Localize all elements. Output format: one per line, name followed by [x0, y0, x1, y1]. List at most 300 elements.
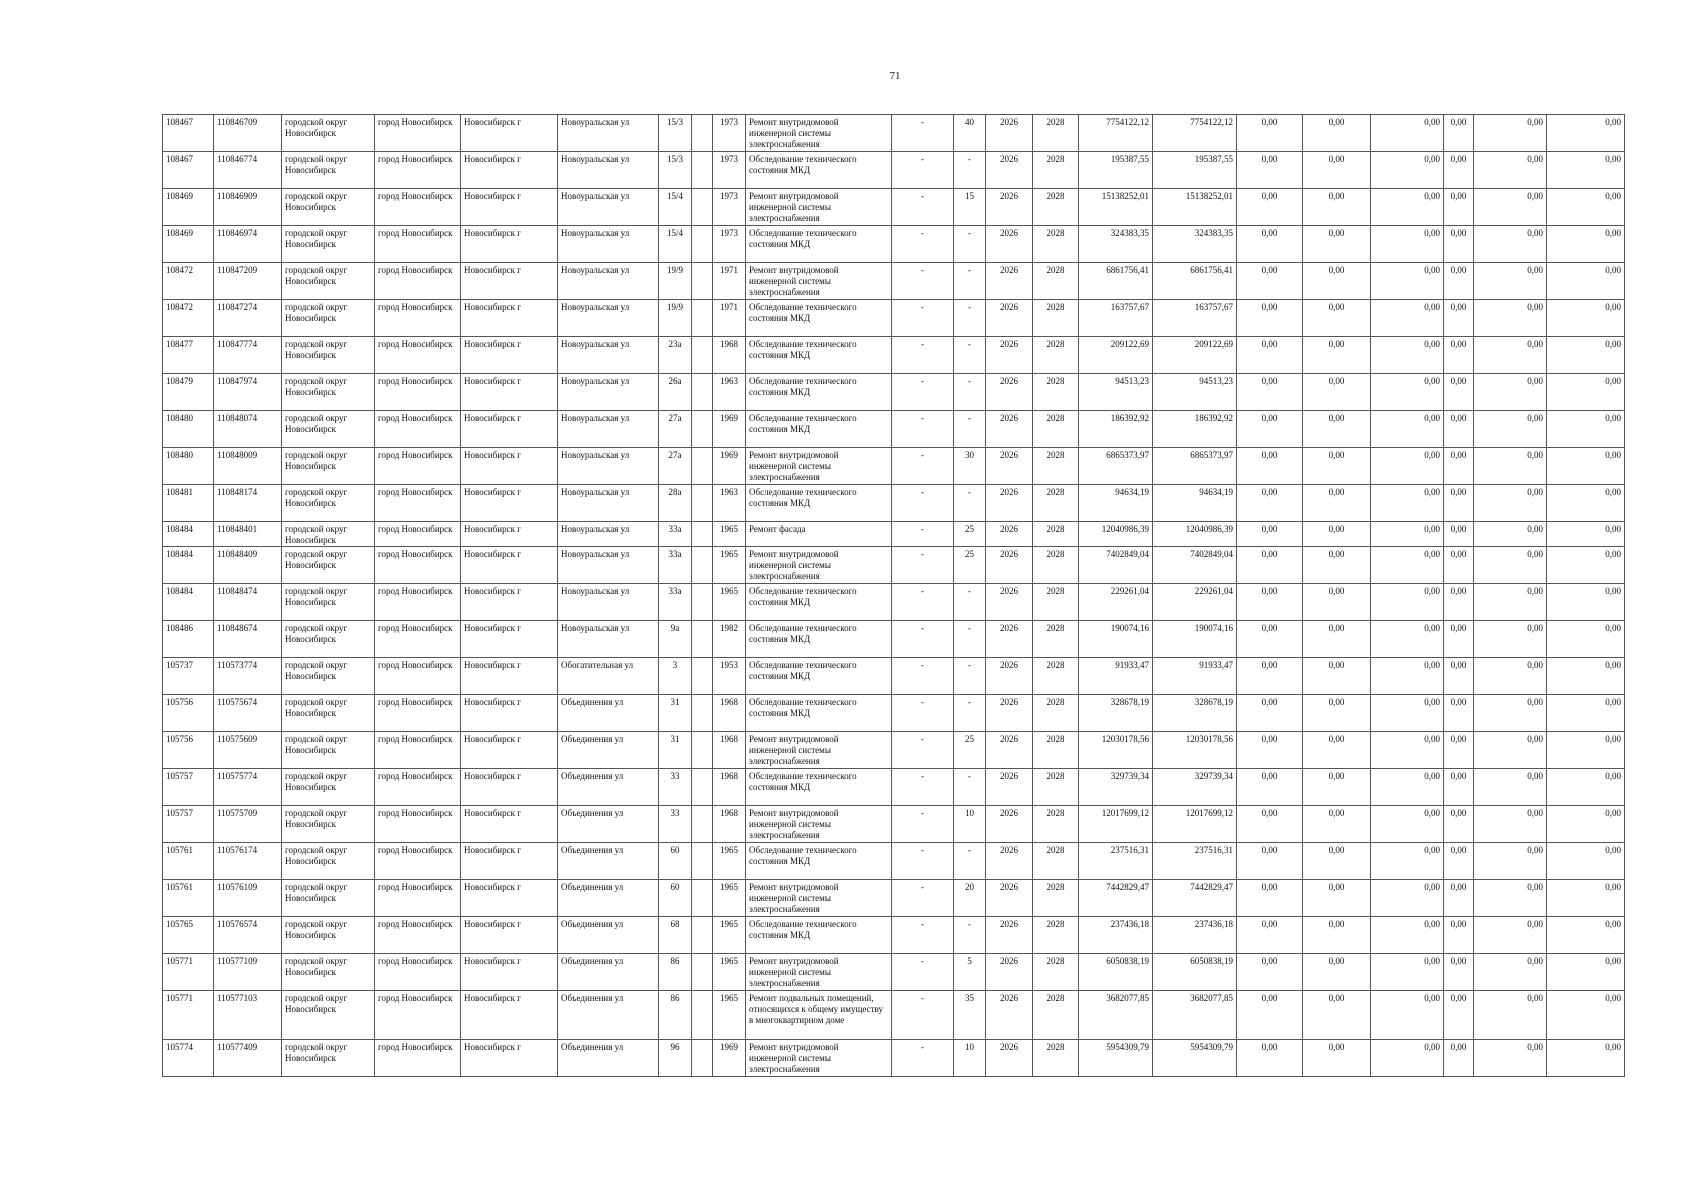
table-cell: Новосибирск г [461, 880, 558, 917]
table-cell: - [892, 732, 954, 769]
table-cell: 0,00 [1371, 769, 1444, 806]
table-cell: 0,00 [1303, 621, 1371, 658]
table-cell: 0,00 [1547, 1040, 1625, 1077]
table-cell: 10 [954, 806, 986, 843]
table-row [163, 806, 1625, 843]
table-row [163, 337, 1625, 374]
table-cell: 2028 [1033, 115, 1079, 152]
table-cell: 0,00 [1303, 843, 1371, 880]
table-cell: город Новосибирск [375, 954, 461, 991]
table-cell: 35 [954, 991, 986, 1040]
table-cell: 110846709 [214, 115, 282, 152]
table-cell: 1963 [713, 374, 746, 411]
table-cell: 25 [954, 547, 986, 584]
table-cell: 0,00 [1371, 1040, 1444, 1077]
table-row [163, 485, 1625, 522]
table-cell: 0,00 [1444, 263, 1474, 300]
table-cell: 110847774 [214, 337, 282, 374]
table-cell: Обследование технического состояния МКД [746, 485, 892, 522]
table-cell: 2026 [986, 769, 1033, 806]
table-cell: 2028 [1033, 189, 1079, 226]
table-cell: 2028 [1033, 658, 1079, 695]
table-cell: 0,00 [1303, 1040, 1371, 1077]
table-cell: 0,00 [1303, 300, 1371, 337]
table-row [163, 411, 1625, 448]
table-cell: Ремонт внутридомовой инженерной системы электроснабжения [746, 189, 892, 226]
table-cell: Новоуральская ул [558, 522, 659, 547]
table-cell: 0,00 [1547, 115, 1625, 152]
table-cell: 1965 [713, 522, 746, 547]
table-cell: город Новосибирск [375, 411, 461, 448]
table-cell: 33а [659, 584, 692, 621]
table-cell: 0,00 [1444, 522, 1474, 547]
table-cell: 0,00 [1371, 300, 1444, 337]
table-cell: 110848074 [214, 411, 282, 448]
table-cell: 0,00 [1237, 991, 1303, 1040]
table-cell: 0,00 [1474, 1040, 1547, 1077]
table-cell: 1982 [713, 621, 746, 658]
table-cell: - [892, 621, 954, 658]
table-cell: - [954, 695, 986, 732]
table-cell: - [892, 954, 954, 991]
table-cell: 0,00 [1303, 448, 1371, 485]
table-cell: - [892, 695, 954, 732]
table-cell: 0,00 [1303, 695, 1371, 732]
table-cell: 2028 [1033, 769, 1079, 806]
table-cell: 20 [954, 880, 986, 917]
table-cell: 2026 [986, 448, 1033, 485]
table-cell: 2026 [986, 732, 1033, 769]
table-cell: 2028 [1033, 263, 1079, 300]
table-cell: 7402849,04 [1079, 547, 1153, 584]
table-cell: 94634,19 [1079, 485, 1153, 522]
table-cell: - [954, 411, 986, 448]
table-cell: 195387,55 [1079, 152, 1153, 189]
table-row [163, 658, 1625, 695]
table-cell: 1973 [713, 152, 746, 189]
table-cell: Объединения ул [558, 954, 659, 991]
table-cell: 0,00 [1371, 695, 1444, 732]
table-cell: городской округ Новосибирск [282, 695, 375, 732]
table-cell: 2026 [986, 991, 1033, 1040]
table-cell: Новосибирск г [461, 584, 558, 621]
table-cell: 2028 [1033, 695, 1079, 732]
table-cell [692, 374, 713, 411]
table-cell: 0,00 [1474, 917, 1547, 954]
table-cell: 108472 [163, 300, 214, 337]
table-cell: 0,00 [1444, 448, 1474, 485]
table-cell: - [892, 411, 954, 448]
table-cell: 237516,31 [1079, 843, 1153, 880]
table-cell: Обследование технического состояния МКД [746, 769, 892, 806]
table-cell: Обследование технического состояния МКД [746, 374, 892, 411]
table-cell: - [892, 374, 954, 411]
table-cell: 1973 [713, 115, 746, 152]
table-cell: 15/4 [659, 189, 692, 226]
table-cell: 23а [659, 337, 692, 374]
table-cell: 110848174 [214, 485, 282, 522]
table-cell: 2028 [1033, 954, 1079, 991]
table-cell: - [954, 584, 986, 621]
table-cell [692, 189, 713, 226]
table-cell: 0,00 [1547, 917, 1625, 954]
table-cell: 105771 [163, 954, 214, 991]
table-cell: 108484 [163, 547, 214, 584]
table-cell: 7442829,47 [1153, 880, 1237, 917]
table-cell: Ремонт внутридомовой инженерной системы электроснабжения [746, 263, 892, 300]
table-cell: - [892, 769, 954, 806]
table-cell: 0,00 [1444, 226, 1474, 263]
table-cell: 0,00 [1547, 843, 1625, 880]
table-cell: Новосибирск г [461, 547, 558, 584]
table-cell: 0,00 [1303, 189, 1371, 226]
table-cell: 110848401 [214, 522, 282, 547]
table-cell: 0,00 [1303, 263, 1371, 300]
table-cell: Новосибирск г [461, 300, 558, 337]
table-cell: 0,00 [1547, 991, 1625, 1040]
table-cell: Новоуральская ул [558, 263, 659, 300]
table-cell: городской округ Новосибирск [282, 547, 375, 584]
table-cell: 105737 [163, 658, 214, 695]
table-cell: городской округ Новосибирск [282, 584, 375, 621]
table-cell: 2028 [1033, 448, 1079, 485]
table-cell: 2028 [1033, 374, 1079, 411]
table-cell: 9а [659, 621, 692, 658]
table-row [163, 115, 1625, 152]
table-cell: городской округ Новосибирск [282, 374, 375, 411]
table-cell: город Новосибирск [375, 522, 461, 547]
table-cell: Ремонт внутридомовой инженерной системы электроснабжения [746, 1040, 892, 1077]
table-cell: 0,00 [1547, 584, 1625, 621]
table-cell: городской округ Новосибирск [282, 769, 375, 806]
table-cell: - [892, 448, 954, 485]
table-cell: 7402849,04 [1153, 547, 1237, 584]
table-cell: 1965 [713, 917, 746, 954]
table-cell: Обследование технического состояния МКД [746, 152, 892, 189]
table-cell: 110848474 [214, 584, 282, 621]
table-cell: Ремонт подвальных помещений, относящихся к общему имуществу в многоквартирном доме [746, 991, 892, 1040]
table-cell: Новосибирск г [461, 522, 558, 547]
table-cell: Новоуральская ул [558, 374, 659, 411]
table-cell [692, 917, 713, 954]
table-cell: - [954, 658, 986, 695]
table-cell: 195387,55 [1153, 152, 1237, 189]
table-cell: 324383,35 [1153, 226, 1237, 263]
table-cell: 0,00 [1547, 547, 1625, 584]
table-cell: город Новосибирск [375, 337, 461, 374]
table-cell: 110848674 [214, 621, 282, 658]
table-row [163, 1040, 1625, 1077]
table-cell: 108479 [163, 374, 214, 411]
table-cell: 105761 [163, 880, 214, 917]
table-cell: Новосибирск г [461, 695, 558, 732]
table-cell: 328678,19 [1079, 695, 1153, 732]
table-cell: 0,00 [1474, 843, 1547, 880]
table-cell: 0,00 [1303, 547, 1371, 584]
table-cell: 0,00 [1547, 880, 1625, 917]
table-cell: 108480 [163, 411, 214, 448]
table-cell: Объединения ул [558, 991, 659, 1040]
table-cell: Ремонт внутридомовой инженерной системы электроснабжения [746, 806, 892, 843]
table-cell: 105756 [163, 695, 214, 732]
table-cell: 105757 [163, 806, 214, 843]
table-cell: 0,00 [1474, 769, 1547, 806]
table-cell: 105771 [163, 991, 214, 1040]
table-cell: 110576109 [214, 880, 282, 917]
table-cell: городской округ Новосибирск [282, 732, 375, 769]
table-cell: - [892, 337, 954, 374]
table-cell: 1971 [713, 300, 746, 337]
table-cell: - [892, 991, 954, 1040]
table-cell: 0,00 [1371, 411, 1444, 448]
table-cell: 2028 [1033, 621, 1079, 658]
table-cell: Новоуральская ул [558, 485, 659, 522]
table-cell: 1965 [713, 991, 746, 1040]
table-cell: городской округ Новосибирск [282, 189, 375, 226]
table-cell: 0,00 [1371, 263, 1444, 300]
table-cell: 0,00 [1444, 115, 1474, 152]
table-cell: 0,00 [1303, 411, 1371, 448]
table-cell: - [892, 300, 954, 337]
table-cell: 105774 [163, 1040, 214, 1077]
table-cell: 2028 [1033, 843, 1079, 880]
table-cell: 0,00 [1547, 485, 1625, 522]
table-cell: Обследование технического состояния МКД [746, 843, 892, 880]
table-cell: 1968 [713, 732, 746, 769]
table-row [163, 152, 1625, 189]
table-cell: 25 [954, 732, 986, 769]
table-cell: 12030178,56 [1079, 732, 1153, 769]
table-cell: - [892, 522, 954, 547]
table-cell: 0,00 [1547, 411, 1625, 448]
table-cell: городской округ Новосибирск [282, 115, 375, 152]
table-cell: 110576574 [214, 917, 282, 954]
table-cell: городской округ Новосибирск [282, 485, 375, 522]
table-cell: 209122,69 [1153, 337, 1237, 374]
table-cell: Новосибирск г [461, 843, 558, 880]
table-row [163, 769, 1625, 806]
table-cell: 328678,19 [1153, 695, 1237, 732]
table-cell: 0,00 [1371, 374, 1444, 411]
table-cell: 108477 [163, 337, 214, 374]
table-cell: 2026 [986, 1040, 1033, 1077]
table-cell: 0,00 [1474, 485, 1547, 522]
table-cell: Новоуральская ул [558, 547, 659, 584]
table-cell: 0,00 [1444, 547, 1474, 584]
table-cell: 108472 [163, 263, 214, 300]
table-cell: 0,00 [1444, 300, 1474, 337]
table-cell: 26а [659, 374, 692, 411]
table-cell: 163757,67 [1153, 300, 1237, 337]
table-cell: 0,00 [1237, 769, 1303, 806]
table-cell: 0,00 [1237, 806, 1303, 843]
table-row [163, 695, 1625, 732]
table-cell: 0,00 [1547, 769, 1625, 806]
table-row [163, 189, 1625, 226]
table-cell: 0,00 [1371, 806, 1444, 843]
table-cell: 0,00 [1371, 658, 1444, 695]
table-cell: 0,00 [1371, 485, 1444, 522]
table-cell: 6865373,97 [1153, 448, 1237, 485]
table-cell: 0,00 [1444, 658, 1474, 695]
table-cell: 110575774 [214, 769, 282, 806]
table-cell: 0,00 [1444, 1040, 1474, 1077]
table-cell: Новосибирск г [461, 658, 558, 695]
table-cell: 329739,34 [1153, 769, 1237, 806]
table-cell: 91933,47 [1079, 658, 1153, 695]
table-cell [692, 584, 713, 621]
table-cell: 110577103 [214, 991, 282, 1040]
table-cell: - [892, 189, 954, 226]
table-cell: город Новосибирск [375, 880, 461, 917]
table-cell: 0,00 [1237, 448, 1303, 485]
table-cell: 0,00 [1474, 189, 1547, 226]
table-cell: 2026 [986, 374, 1033, 411]
table-cell: Новосибирск г [461, 769, 558, 806]
table-cell: - [954, 485, 986, 522]
table-cell: 0,00 [1444, 621, 1474, 658]
table-cell [692, 621, 713, 658]
table-cell: 0,00 [1547, 152, 1625, 189]
table-cell: 86 [659, 991, 692, 1040]
table-cell: городской округ Новосибирск [282, 1040, 375, 1077]
table-cell: - [892, 584, 954, 621]
table-cell: 0,00 [1303, 226, 1371, 263]
table-cell: Объединения ул [558, 1040, 659, 1077]
table-cell: 2028 [1033, 485, 1079, 522]
table-cell: - [954, 843, 986, 880]
table-cell: 0,00 [1303, 732, 1371, 769]
table-row [163, 448, 1625, 485]
table-cell: 2028 [1033, 917, 1079, 954]
table-cell: 12030178,56 [1153, 732, 1237, 769]
table-cell: Новоуральская ул [558, 337, 659, 374]
table-cell: 108484 [163, 522, 214, 547]
table-cell: 7754122,12 [1079, 115, 1153, 152]
table-cell: 110846974 [214, 226, 282, 263]
table-cell: 110847974 [214, 374, 282, 411]
table-cell: 2028 [1033, 547, 1079, 584]
table-cell: городской округ Новосибирск [282, 522, 375, 547]
table-row [163, 843, 1625, 880]
table-cell: 0,00 [1303, 115, 1371, 152]
table-cell: город Новосибирск [375, 1040, 461, 1077]
table-cell: 1953 [713, 658, 746, 695]
table-cell: город Новосибирск [375, 115, 461, 152]
table-cell: городской округ Новосибирск [282, 448, 375, 485]
table-cell: 0,00 [1371, 843, 1444, 880]
table-cell: 0,00 [1303, 880, 1371, 917]
table-cell: - [892, 263, 954, 300]
table-cell: Обогатительная ул [558, 658, 659, 695]
table-cell: 1965 [713, 843, 746, 880]
table-cell: 0,00 [1237, 152, 1303, 189]
table-cell: Новоуральская ул [558, 115, 659, 152]
table-cell: Объединения ул [558, 843, 659, 880]
table-cell: 110847209 [214, 263, 282, 300]
table-cell: 0,00 [1474, 584, 1547, 621]
table-cell: город Новосибирск [375, 732, 461, 769]
table-row [163, 880, 1625, 917]
table-cell: 0,00 [1237, 658, 1303, 695]
table-cell: - [954, 374, 986, 411]
table-row [163, 263, 1625, 300]
table-cell: 0,00 [1474, 448, 1547, 485]
table-cell: город Новосибирск [375, 300, 461, 337]
table-cell: 108481 [163, 485, 214, 522]
table-cell: 0,00 [1444, 189, 1474, 226]
table-cell: - [954, 337, 986, 374]
table-cell: Ремонт внутридомовой инженерной системы электроснабжения [746, 954, 892, 991]
table-cell: 0,00 [1371, 584, 1444, 621]
table-cell: 0,00 [1303, 374, 1371, 411]
table-cell: Новосибирск г [461, 411, 558, 448]
table-cell: город Новосибирск [375, 621, 461, 658]
table-cell: Новосибирск г [461, 806, 558, 843]
table-cell: Новосибирск г [461, 448, 558, 485]
table-cell: 0,00 [1371, 226, 1444, 263]
table-cell: 15138252,01 [1153, 189, 1237, 226]
table-cell: городской округ Новосибирск [282, 152, 375, 189]
table-cell: 0,00 [1371, 115, 1444, 152]
table-cell: город Новосибирск [375, 226, 461, 263]
table-cell: 10 [954, 1040, 986, 1077]
table-cell: - [954, 917, 986, 954]
table-cell: - [892, 152, 954, 189]
table-cell: Ремонт внутридомовой инженерной системы электроснабжения [746, 115, 892, 152]
table-cell: 2026 [986, 522, 1033, 547]
table-cell: город Новосибирск [375, 485, 461, 522]
table-cell: 110846909 [214, 189, 282, 226]
table-cell [692, 547, 713, 584]
table-cell: 0,00 [1474, 732, 1547, 769]
table-cell: Ремонт внутридомовой инженерной системы электроснабжения [746, 880, 892, 917]
table-cell: 3682077,85 [1153, 991, 1237, 1040]
table-cell: 0,00 [1547, 806, 1625, 843]
table-cell: 0,00 [1474, 411, 1547, 448]
table-cell: Новосибирск г [461, 621, 558, 658]
table-cell: - [892, 880, 954, 917]
table-cell: 94513,23 [1153, 374, 1237, 411]
table-cell: 0,00 [1371, 880, 1444, 917]
table-cell: 0,00 [1237, 880, 1303, 917]
table-cell [692, 954, 713, 991]
table-cell: 2028 [1033, 584, 1079, 621]
table-cell: 0,00 [1237, 954, 1303, 991]
table-cell: 110575674 [214, 695, 282, 732]
table-cell: 190074,16 [1079, 621, 1153, 658]
table-cell: 0,00 [1371, 991, 1444, 1040]
table-cell: 2028 [1033, 522, 1079, 547]
table-cell: 2026 [986, 954, 1033, 991]
table-cell: город Новосибирск [375, 843, 461, 880]
table-cell: 1971 [713, 263, 746, 300]
table-cell: 7442829,47 [1079, 880, 1153, 917]
table-cell: - [892, 485, 954, 522]
table-cell: 40 [954, 115, 986, 152]
table-cell: - [954, 769, 986, 806]
table-cell: - [892, 806, 954, 843]
table-cell: - [954, 300, 986, 337]
table-cell [692, 806, 713, 843]
table-cell: город Новосибирск [375, 991, 461, 1040]
table-cell [692, 485, 713, 522]
table-cell: 1968 [713, 337, 746, 374]
table-cell: 5 [954, 954, 986, 991]
table-cell: 2026 [986, 300, 1033, 337]
table-cell: 0,00 [1474, 658, 1547, 695]
table-cell: Новосибирск г [461, 337, 558, 374]
